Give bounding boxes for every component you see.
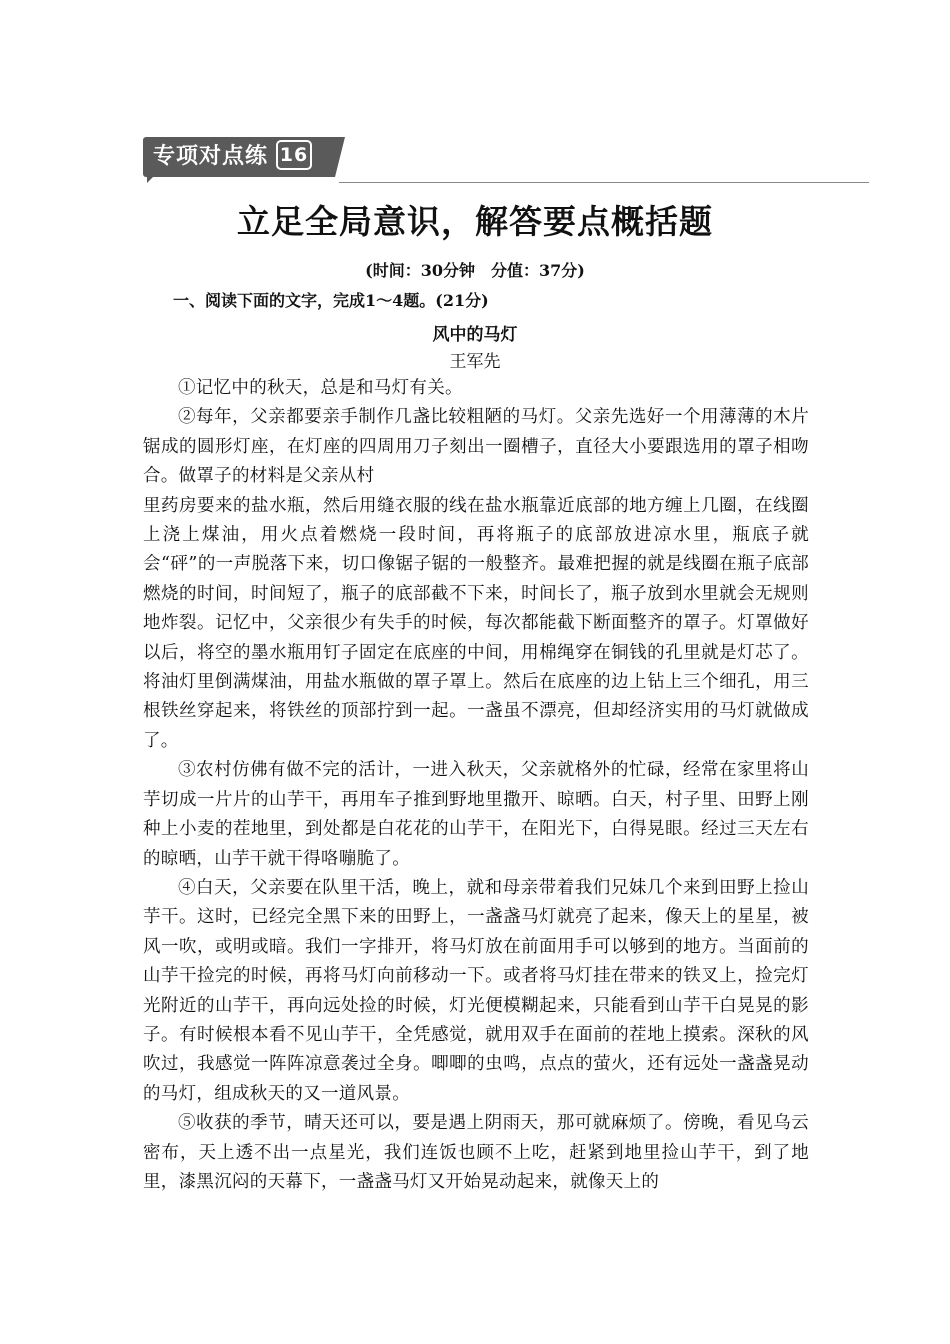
- essay-body: [143, 374, 809, 1197]
- page-title: 立足全局意识，解答要点概括题: [237, 202, 713, 241]
- paragraph-4: ④白天，父亲要在队里干活，晚上，就和母亲带着我们兄妹几个来到田野上捡山芋干。这时，已经完全黑下来的田野上，一盏盏马灯就亮了起来，像天上的星星，被风一吹，或明或暗。我们一字排开，将马灯放在前面用手可以够到的地方。当面前的山芋干捡完的时候，再将马灯向前移动一下。或者将马灯挂在带来的铁叉上，捡完灯光附近的山芋干，再向远处捡的时候，灯光便模糊起来，只能看到山芋干白晃晃的影子。有时候根本看不见山芋干，全凭感觉，就用双手在面前的茬地上摸索。深秋的风吹过，我感觉一阵阵凉意袭过全身。唧唧的虫鸣，点点的萤火，还有远处一盏盏晃动的马灯，组成秋天的又一道风景。: [143, 877, 809, 1104]
- paragraph-2-continued: 里药房要来的盐水瓶，然后用缝衣服的线在盐水瓶靠近底部的地方缠上几圈，在线圈上浇上煤油，用火点着燃烧一段时间，再将瓶子的底部放进凉水里，瓶底子就会“砰”的一声脱落下来，切口像锯子锯的一般整齐。最难把握的就是线圈在瓶子底部燃烧的时间，时间短了，瓶子的底部截不下来，时间长了，瓶子放到水里就会无规则地炸裂。记忆中，父亲很少有失手的时候，每次都能截下断面整齐的罩子。灯罩做好以后，将空的墨水瓶用钉子固定在底座的中间，用棉绳穿在铜钱的孔里就是灯芯了。将油灯里倒满煤油，用盐水瓶做的罩子罩上。然后在底座的边上钻上三个细孔，用三根铁丝穿起来，将铁丝的顶部拧到一起。一盏虽不漂亮，但却经济实用的马灯就做成了。: [143, 495, 809, 751]
- section-header: [143, 137, 869, 185]
- essay-author: 王军先: [449, 352, 501, 372]
- section-tag: [143, 137, 335, 177]
- paragraph-5: ⑤收获的季节，晴天还可以，要是遇上阴雨天，那可就麻烦了。傍晚，看见乌云密布，天上透不出一点星光，我们连饭也顾不上吃，赶紧到地里捡山芋干，到了地里，漆黑沉闷的天幕下，一盏盏马灯又开始晃动起来，就像天上的: [143, 1113, 809, 1192]
- section-tag-shadow: [147, 177, 153, 183]
- time-and-score: (时间：30分钟 分值：37分): [365, 261, 585, 280]
- essay-title: 风中的马灯: [432, 325, 518, 345]
- paragraph-2: ②每年，父亲都要亲手制作几盏比较粗陋的马灯。父亲先选好一个用薄薄的木片锯成的圆形灯座，在灯座的四周用刀子刻出一圈槽子，直径大小要跟选用的罩子相吻合。做罩子的材料是父亲从村: [143, 407, 809, 487]
- paragraph-1: ①记忆中的秋天，总是和马灯有关。: [178, 378, 463, 398]
- section-tag-label: 专项对点练: [153, 144, 269, 169]
- paragraph-3: ③农村仿佛有做不完的活计，一进入秋天，父亲就格外的忙碌，经常在家里将山芋切成一片片的山芋干，再用车子推到野地里撒开、晾晒。白天，村子里、田野上刚种上小麦的茬地里，到处都是白花花的山芋干，在阳光下，白得晃眼。经过三天左右的晾晒，山芋干就干得咯嘣脆了。: [143, 760, 809, 869]
- question-instruction: 一、阅读下面的文字，完成1～4题。(21分): [173, 291, 489, 310]
- section-tag-corner: [335, 137, 345, 177]
- header-rule: [339, 182, 869, 183]
- section-tag-number: 16: [276, 140, 312, 170]
